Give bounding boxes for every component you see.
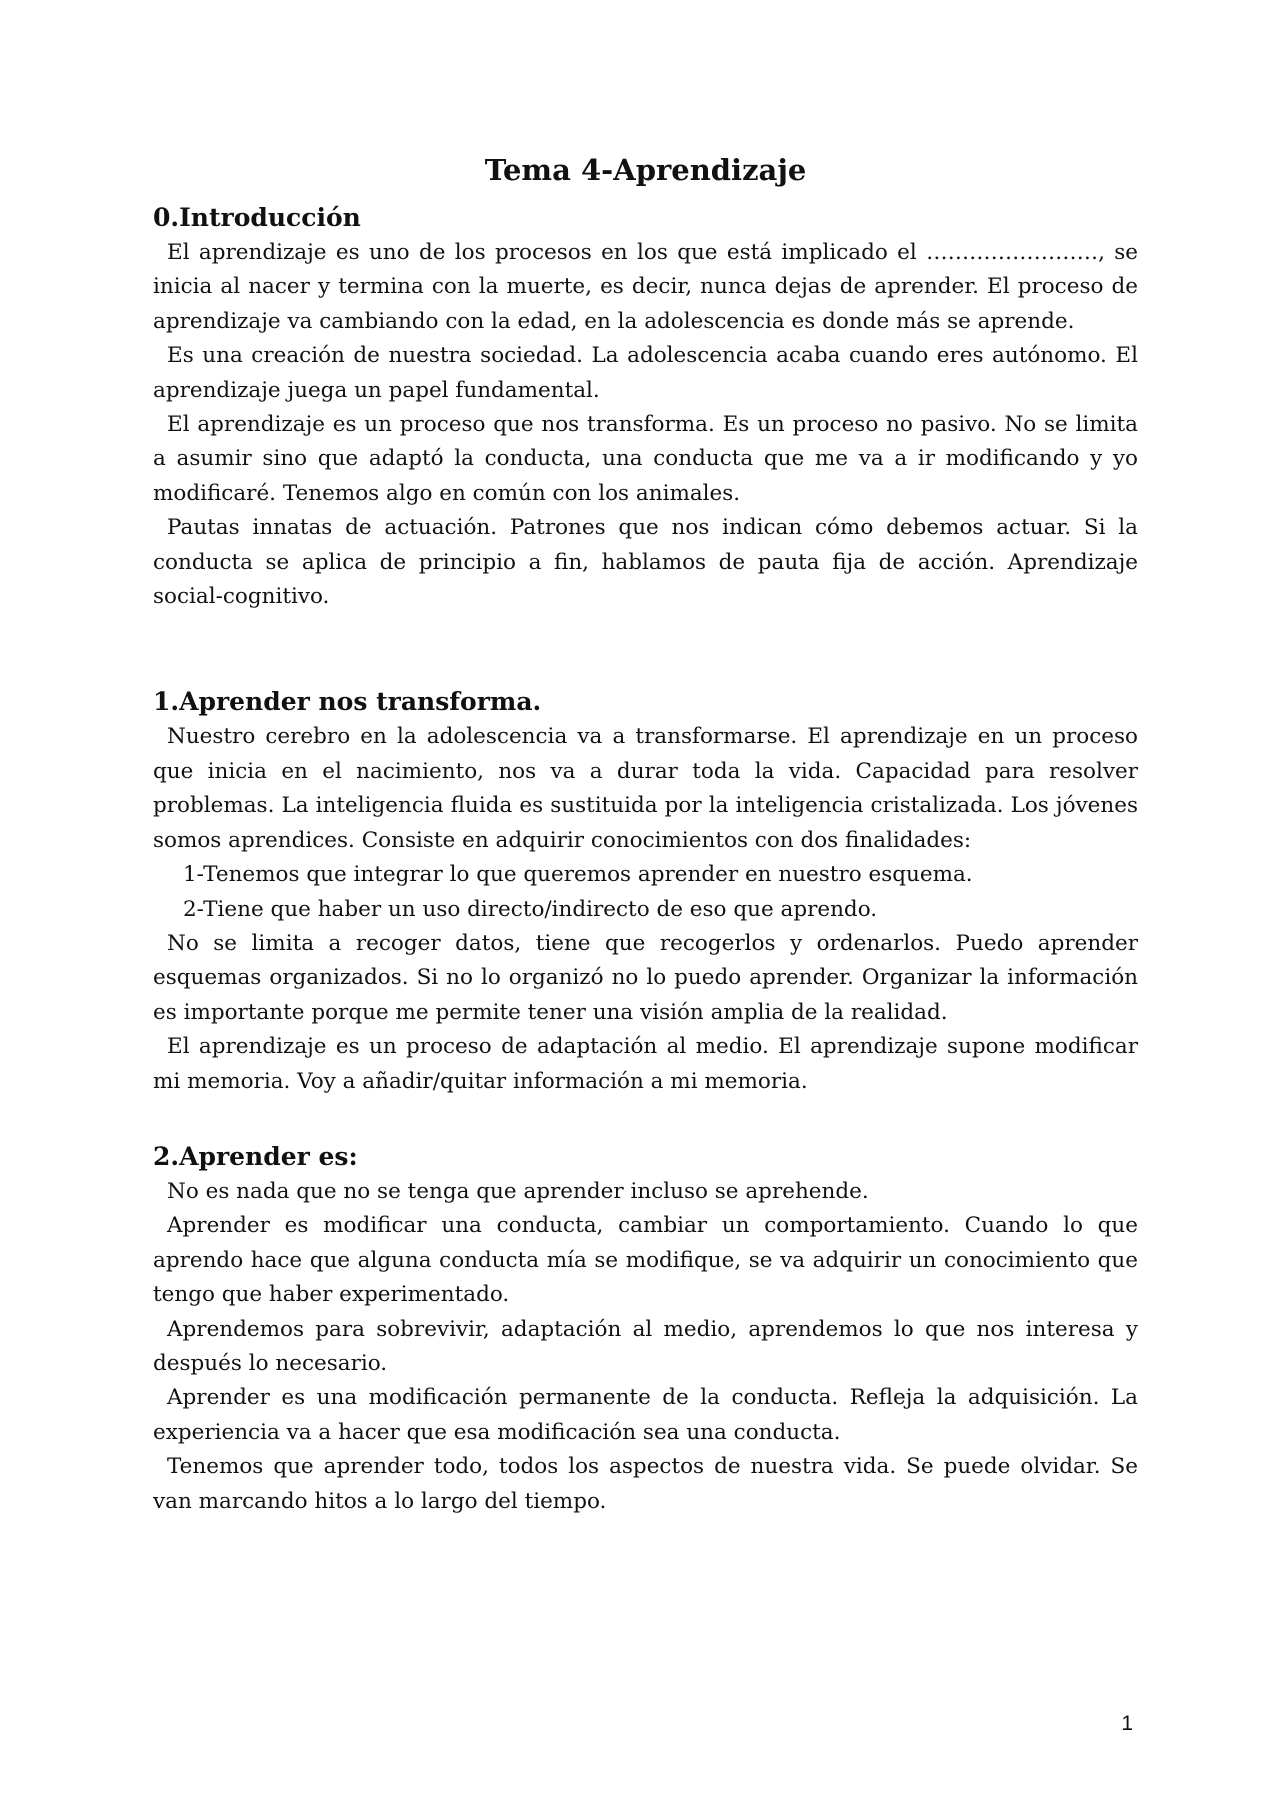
list-item: 1-Tenemos que integrar lo que queremos aprender en nuestro esquema. xyxy=(183,862,973,888)
paragraph: El aprendizaje es un proceso de adaptación al medio. El aprendizaje supone modificar mi memoria. Voy a añadir/quitar información a mi memoria. xyxy=(153,1034,1138,1094)
document-page xyxy=(153,148,1138,1519)
section-heading: 1.Aprender nos transforma. xyxy=(153,687,542,717)
section-aprender-es xyxy=(153,1139,1138,1519)
paragraph: Aprender es modificar una conducta, cambiar un comportamiento. Cuando lo que aprendo hace que alguna conducta mía se modifique, se va adquirir un conocimiento que tengo que haber experimentado. xyxy=(153,1213,1138,1308)
document-title: Tema 4-Aprendizaje xyxy=(484,153,807,187)
paragraph: Pautas innatas de actuación. Patrones que nos indican cómo debemos actuar. Si la conducta se aplica de principio a fin, hablamos de pauta fija de acción. Aprendizaje social-cognitivo. xyxy=(153,515,1138,610)
paragraph: Aprender es una modificación permanente de la conducta. Refleja la adquisición. La experiencia va a hacer que esa modificación sea una conducta. xyxy=(153,1385,1138,1445)
paragraph: No se limita a recoger datos, tiene que recogerlos y ordenarlos. Puedo aprender esquemas organizados. Si no lo organizó no lo puedo aprender. Organizar la información es importante porque me permite tener una visión amplia de la realidad. xyxy=(153,930,1138,1025)
paragraph: El aprendizaje es uno de los procesos en los que está implicado el ……………………, se inicia al nacer y termina con la muerte, es decir, nunca dejas de aprender. El proceso de aprendizaje va cambiando con la edad, en la adolescencia es donde más se aprende. xyxy=(153,240,1138,334)
page-number: 1 xyxy=(1121,1712,1133,1735)
section-aprender-nos-transforma xyxy=(153,684,1138,1098)
section-heading: 0.Introducción xyxy=(153,203,361,232)
paragraph: Nuestro cerebro en la adolescencia va a transformarse. El aprendizaje en un proceso que inicia en el nacimiento, nos va a durar toda la vida. Capacidad para resolver problemas. La inteligencia fluida es sustituida por la inteligencia cristalizada. Los jóvenes somos aprendices. Consiste en adquirir conocimientos con dos finalidades: xyxy=(153,724,1138,853)
paragraph: No es nada que no se tenga que aprender incluso se aprehende. xyxy=(167,1178,869,1204)
list-item: 2-Tiene que haber un uso directo/indirecto de eso que aprendo. xyxy=(183,896,878,922)
paragraph: Aprendemos para sobrevivir, adaptación al medio, aprendemos lo que nos interesa y después lo necesario. xyxy=(153,1316,1138,1376)
paragraph: Es una creación de nuestra sociedad. La adolescencia acaba cuando eres autónomo. El aprendizaje juega un papel fundamental. xyxy=(153,343,1138,403)
paragraph: Tenemos que aprender todo, todos los aspectos de nuestra vida. Se puede olvidar. Se van marcando hitos a lo largo del tiempo. xyxy=(153,1454,1138,1514)
paragraph: El aprendizaje es un proceso que nos transforma. Es un proceso no pasivo. No se limita a asumir sino que adaptó la conducta, una conducta que me va a ir modificando y yo modificaré. Tenemos algo en común con los animales. xyxy=(153,412,1138,506)
section-heading: 2.Aprender es: xyxy=(153,1141,358,1171)
section-introduccion xyxy=(153,200,1138,614)
